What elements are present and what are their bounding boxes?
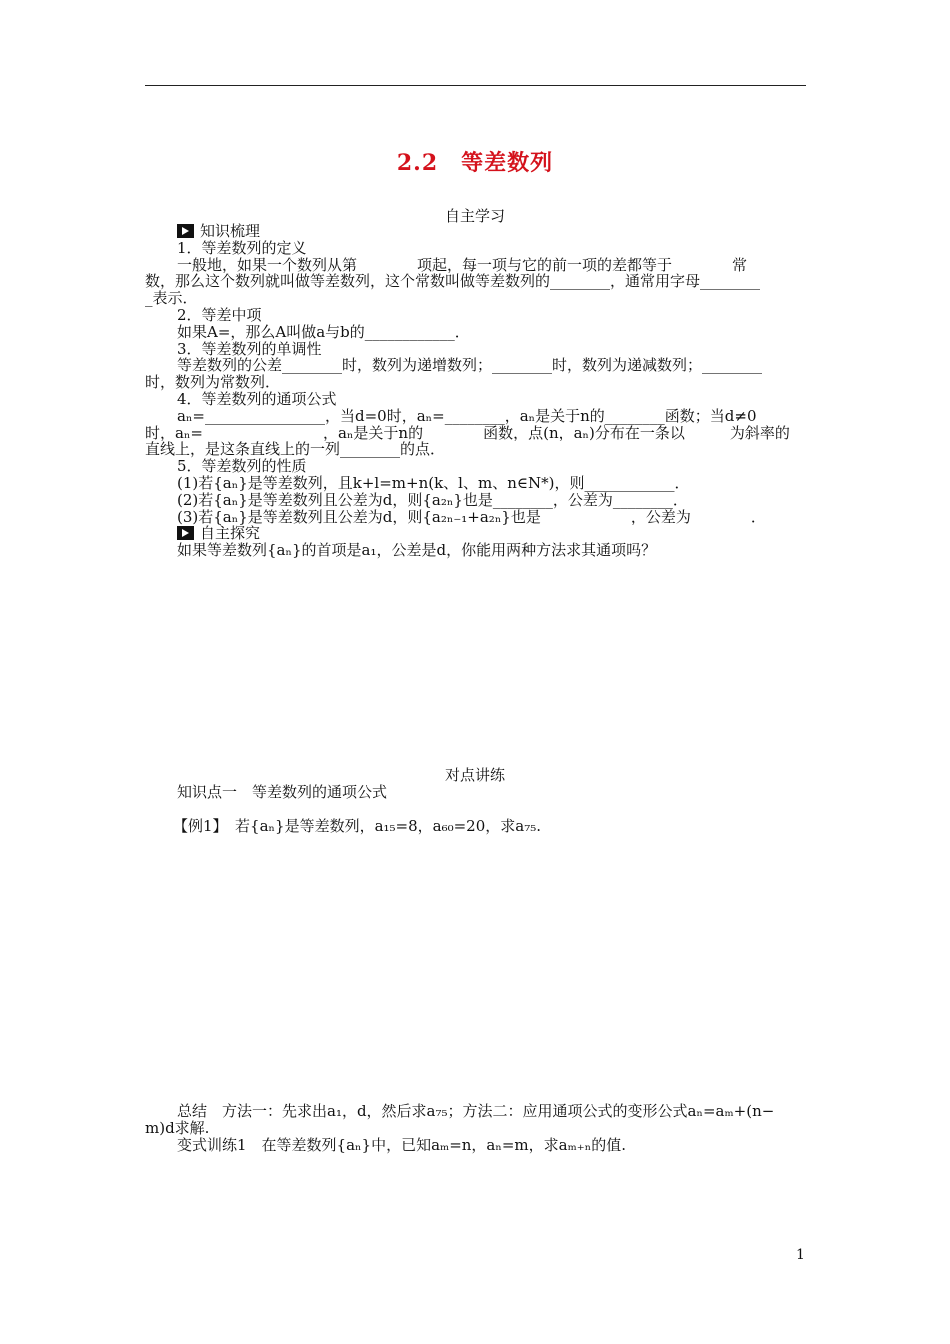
text-line: 1．等差数列的定义 [177, 239, 307, 257]
text-line: 3．等差数列的单调性 [177, 340, 322, 358]
text-line: 5．等差数列的性质 [177, 458, 307, 475]
text-line: aₙ=________________，当d=0时，aₙ=________，aₙ是关于n的________函数；当d≠0 [177, 407, 757, 425]
self-study-content [145, 223, 806, 559]
text-line: 一般地，如果一个数列从第________项起，每一项与它的前一项的差都等于________常 [177, 256, 748, 274]
example-1: 【例1】 若{aₙ}是等差数列，a₁₅=8，a₆₀=20，求a₇₅. [173, 817, 542, 835]
play-triangle-icon [177, 224, 194, 238]
summary-line-2: m)d求解. [145, 1119, 210, 1137]
knowledge-point-heading: 知识点一 等差数列的通项公式 [177, 783, 388, 801]
explore-header: 自主探究 [145, 525, 806, 542]
text-line: _表示． [145, 290, 198, 307]
section-heading-practice: 对点讲练 [444, 766, 505, 784]
text-line: 直线上，是这条直线上的一列________的点． [145, 441, 446, 459]
text-line: 时，数列为常数列． [145, 374, 281, 391]
text-line: 数，那么这个数列就叫做等差数列，这个常数叫做等差数列的________，通常用字母________ [145, 273, 761, 291]
section-heading-self-study: 自主学习 [444, 207, 505, 225]
text-line: 4．等差数列的通项公式 [177, 390, 337, 408]
summary-line-1: 总结 方法一：先求出a₁，d，然后求a₇₅；方法二：应用通项公式的变形公式aₙ=aₘ+(n− [177, 1102, 775, 1120]
knowledge-header: 知识梳理 [145, 223, 806, 240]
page-number: 1 [796, 1247, 805, 1263]
text-line: (3)若{aₙ}是等差数列且公差为d，则{a₂ₙ₋₁+a₂ₙ}也是____________，公差为________． [177, 508, 766, 526]
text-line: 如果A=，那么A叫做a与b的____________． [177, 323, 470, 341]
text-line: 等差数列的公差________时，数列为递增数列；________时，数列为递减数列；________ [177, 357, 763, 375]
variant-exercise-1: 变式训练1 在等差数列{aₙ}中，已知aₘ=n，aₙ=m，求aₘ₊ₙ的值. [177, 1136, 626, 1154]
page-title: 2.2 等差数列 [396, 150, 554, 176]
header-rule [145, 85, 806, 86]
text-line: 2．等差中项 [177, 306, 262, 324]
play-triangle-icon [177, 526, 194, 540]
text-line: (2)若{aₙ}是等差数列且公差为d，则{a₂ₙ}也是________，公差为________． [177, 491, 688, 509]
text-line: (1)若{aₙ}是等差数列，且k+l=m+n(k、l、m、n∈N*)，则____________． [177, 474, 690, 492]
text-line: 时，aₙ=________________，aₙ是关于n的________函数，点(n，aₙ)分布在一条以______为斜率的 [145, 424, 790, 442]
explore-question: 如果等差数列{aₙ}的首项是a₁，公差是d，你能用两种方法求其通项吗？ [177, 542, 657, 559]
